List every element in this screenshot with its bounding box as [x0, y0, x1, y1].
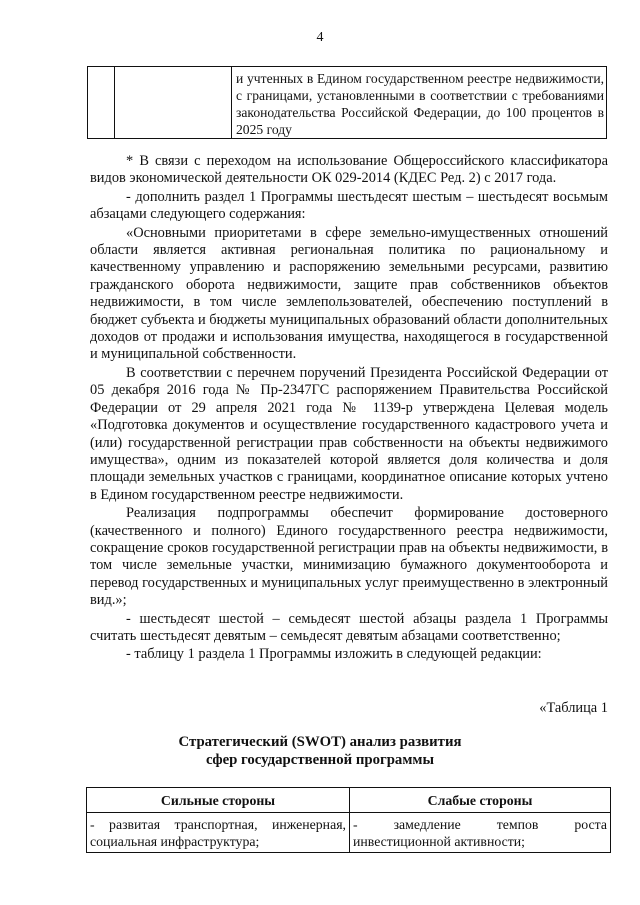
table-cell-indicator [232, 67, 607, 139]
indicator-text: и учтенных в Едином государственном реестре недвижимости, с границами, установленными в соответствии с требованиями законодательства Российской Федерации, до 100 процентов в 2025 году [236, 71, 604, 137]
amendment-paragraph: - таблицу 1 раздела 1 Программы изложить в следующей редакции: [126, 646, 542, 663]
table-caption-block [0, 700, 640, 717]
quoted-paragraph: «Основными приоритетами в сфере земельно-имущественных отношений области является активная региональная политика по рациональному и качественному управлению и распоряжению земельными ресурсами, развитию гражданского оборота недвижимости, защите прав собственников объектов недвижимости, в том числе землепользователей, обеспечению поступлений в бюджет субъекта и бюджеты муниципальных образований области дополнительных доходов от продажи и использования имущества, находящегося в государственной и муниципальной собственности. [90, 224, 608, 363]
swot-title-line: сфер государственной программы [205, 752, 435, 768]
page-number: 4 [316, 30, 324, 45]
footnote-paragraph: * В связи с переходом на использование Общероссийского классификатора видов экономической деятельности ОК 029-2014 (КДЕС Ред. 2) с 2017 года. [90, 153, 608, 187]
table-cell-empty [88, 67, 115, 139]
table-caption: «Таблица 1 [539, 700, 608, 716]
swot-header-weaknesses: Слабые стороны [350, 788, 611, 813]
document-body [90, 153, 608, 664]
quoted-paragraph: В соответствии с перечнем поручений Президента Российской Федерации от 05 декабря 2016 года № Пр-2347ГС распоряжением Правительства Российской Федерации от 29 апреля 2021 года № 1139-р утверждена Целевая модель «Подготовка документов и осуществление государственного кадастрового учета и (или) государственной регистрации прав собственности на объекты недвижимого имущества», одним из показателей которой является доля количества и доля площади земельных участков с границами, координатное описание которых учтено в Едином государственном реестре недвижимости. [90, 364, 608, 503]
continued-table [87, 66, 607, 139]
swot-header-strengths: Сильные стороны [87, 788, 350, 813]
quoted-paragraph: Реализация подпрограммы обеспечит формирование достоверного (качественного и полного) Единого государственного реестра недвижимости, сокращение сроков государственной регистрации прав на объекты недвижимости, в том числе земельные участки, минимизацию бумажного документооборота и перевод государственных и муниципальных услуг преимущественно в электронный вид.»; [90, 505, 608, 609]
swot-title-line: Стратегический (SWOT) анализ развития [178, 734, 462, 750]
amendment-paragraph: - шестьдесят шестой – семьдесят шестой абзацы раздела 1 Программы считать шестьдесят девятым – семьдесят девятым абзацами соответственно; [90, 610, 608, 644]
swot-cell-strength: - развитая транспортная, инженерная, социальная инфраструктура; [87, 813, 350, 853]
swot-cell-weakness: - замедление темпов роста инвестиционной активности; [350, 813, 611, 853]
table-cell-empty [115, 67, 232, 139]
swot-title [0, 733, 640, 769]
swot-table [86, 787, 611, 853]
amendment-paragraph: - дополнить раздел 1 Программы шестьдесят шестым – шестьдесят восьмым абзацами следующего содержания: [90, 188, 608, 223]
